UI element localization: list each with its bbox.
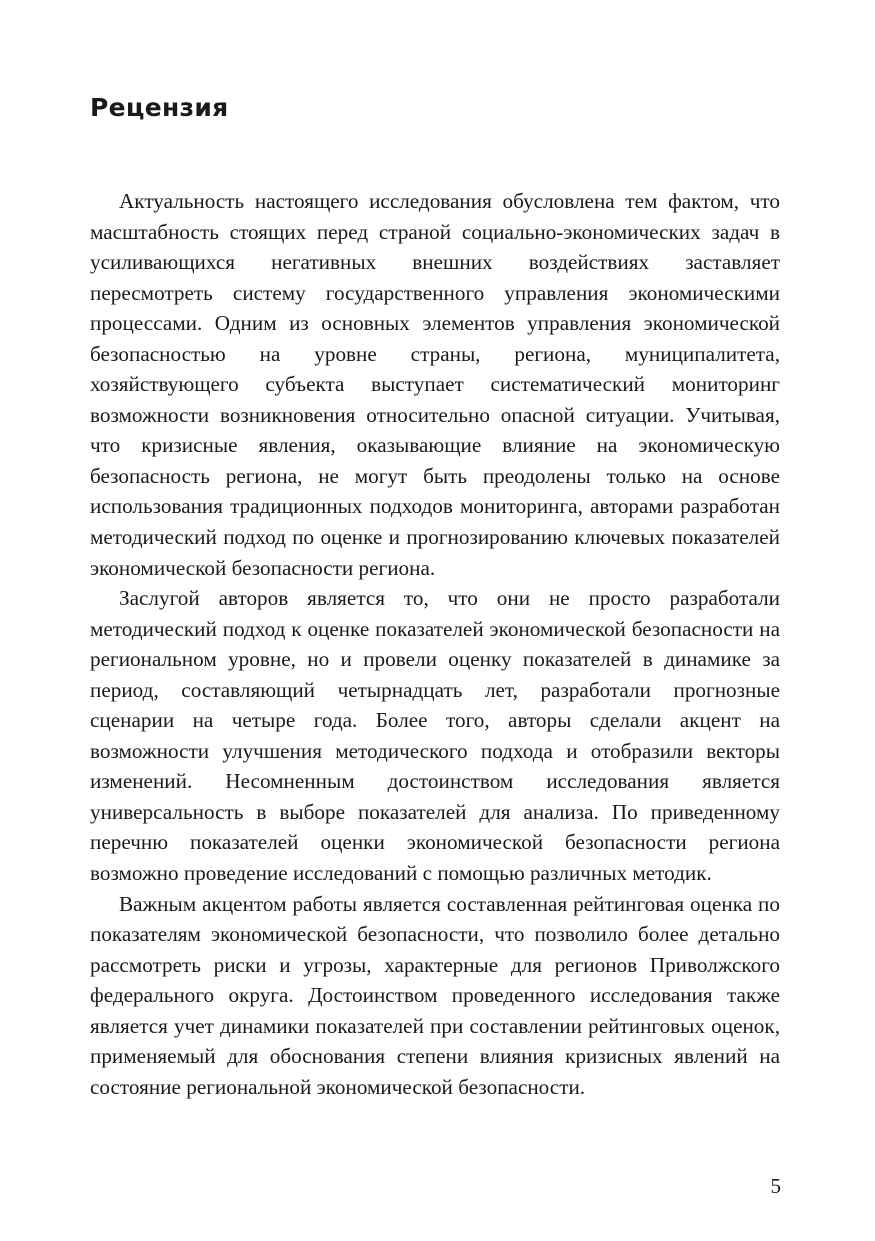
page-number: 5 — [770, 1174, 781, 1198]
paragraph-3: Важным акцентом работы является составленная рейтинговая оценка по показателям экономической безопасности, что позволило более детально рассмотреть риски и угрозы, характерные для регионов Приволжского федерального округа. Достоинством проведенного исследования также является учет динамики показателей при составлении рейтинговых оценок, применяемый для обоснования степени влияния кризисных явлений на состояние региональной экономической безопасности. — [90, 891, 780, 1099]
page-title: Рецензия — [90, 93, 229, 122]
review-body — [90, 186, 780, 1102]
paragraph-2: Заслугой авторов является то, что они не просто разработали методический подход к оценке показателей экономической безопасности на региональном уровне, но и провели оценку показателей в динамике за период, составляющий четырнадцать лет, разработали прогнозные сценарии на четыре года. Более того, авторы сделали акцент на возможности улучшения методического подхода и отобразили векторы изменений. Несомненным достоинством исследования является универсальность в выборе показателей для анализа. По приведенному перечню показателей оценки экономической безопасности региона возможно проведение исследований с помощью различных методик. — [90, 586, 780, 886]
paragraph-1: Актуальность настоящего исследования обусловлена тем фактом, что масштабность стоящих перед страной социально-экономических задач в усиливающихся негативных внешних воздействиях заставляет пересмотреть систему государственного управления экономическими процессами. Одним из основных элементов управления экономической безопасностью на уровне страны, региона, муниципалитета, хозяйствующего субъекта выступает систематический мониторинг возможности возникновения относительно опасной ситуации. Учитывая, что кризисные явления, оказывающие влияние на экономическую безопасность региона, не могут быть преодолены только на основе использования традиционных подходов мониторинга, авторами разработан методический подход по оценке и прогнозированию ключевых показателей экономической безопасности региона. — [90, 189, 780, 580]
